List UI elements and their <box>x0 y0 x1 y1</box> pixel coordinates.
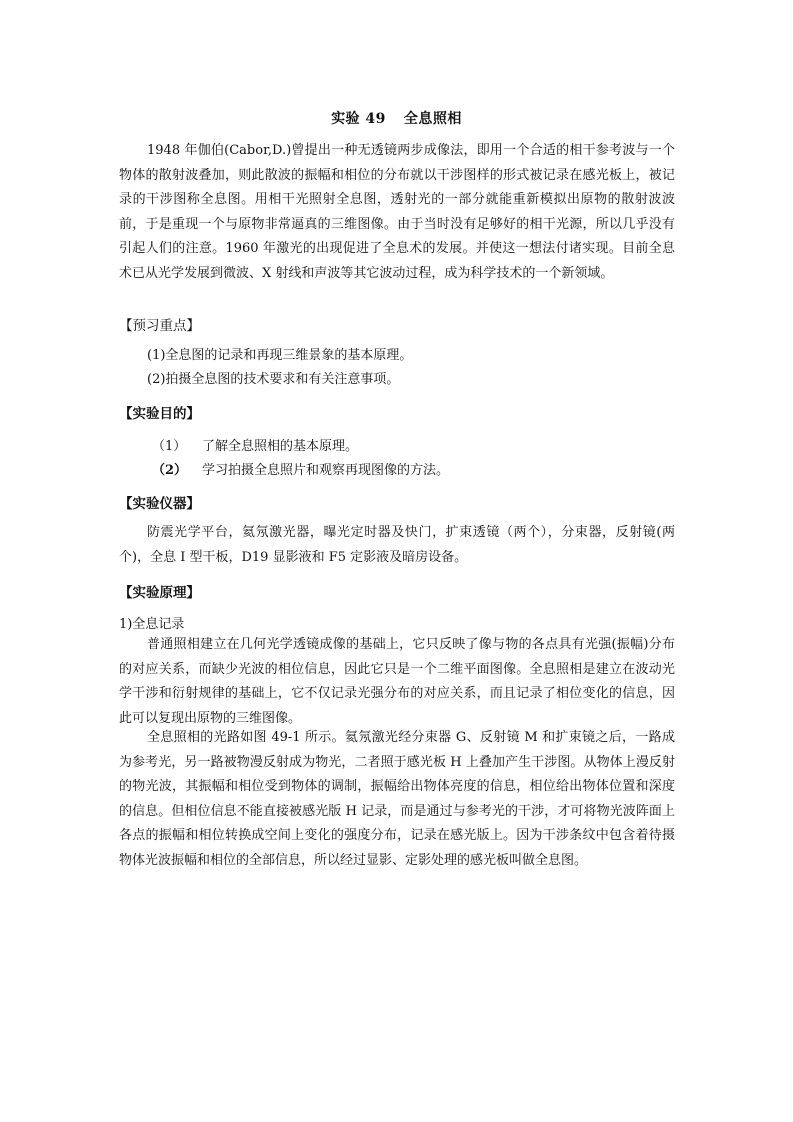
principle-heading: 【实验原理】 <box>119 585 200 601</box>
purpose-item-1-text: 了解全息照相的基本原理。 <box>202 439 359 454</box>
instruments-paragraph: 防震光学平台，氦氖激光器，曝光定时器及快门，扩束透镜（两个），分束器，反射镜(两个)，全息 I 型干板，D19 显影液和 F5 定影液及暗房设备。 <box>119 525 675 565</box>
preview-item-1: (1)全息图的记录和再现三维景象的基本原理。 <box>147 348 413 363</box>
principle-subheading: 1)全息记录 <box>119 617 185 632</box>
purpose-item-2-text: 学习拍摄全息照片和观察再现图像的方法。 <box>202 463 450 478</box>
instruments-heading: 【实验仪器】 <box>119 496 200 512</box>
purpose-heading: 【实验目的】 <box>119 406 200 422</box>
preview-heading: 【预习重点】 <box>119 318 200 334</box>
experiment-name: 全息照相 <box>403 111 462 127</box>
purpose-item-1-num: （1） <box>152 439 187 454</box>
purpose-item-2-num: （2） <box>152 463 188 478</box>
purpose-item-2 <box>152 459 449 478</box>
preview-item-2: (2)拍摄全息图的技术要求和有关注意事项。 <box>147 372 400 387</box>
purpose-item-1 <box>152 435 358 454</box>
page-title <box>0 108 793 128</box>
principle-paragraph-2: 全息照相的光路如图 49-1 所示。氦氖激光经分束器 G、反射镜 M 和扩束镜之后，一路成为参考光，另一路被物漫反射成为物光，二者照于感光板 H 上叠加产生干涉图。从物体上漫反射的物光波，其振幅和相位受到物体的调制，振幅给出物体亮度的信息，相位给出物体位置和深度的信息。但相位信息不能直接被感光版 H 记录，而是通过与参考光的干涉，才可将物光波阵面上各点的振幅和相位转换成空间上变化的强度分布，记录在感光版上。因为干涉条纹中包含着待摄物体光波振幅和相位的全部信息，所以经过显影、定影处理的感光板叫做全息图。 <box>119 730 675 868</box>
experiment-number: 实验 49 <box>331 111 386 127</box>
principle-paragraph-1: 普通照相建立在几何光学透镜成像的基础上，它只反映了像与物的各点具有光强(振幅)分布的对应关系，而缺少光波的相位信息，因此它只是一个二维平面图像。全息照相是建立在波动光学干涉和衍射规律的基础上，它不仅记录光强分布的对应关系，而且记录了相位变化的信息，因此可以复现出原物的三维图像。 <box>119 637 675 726</box>
intro-paragraph: 1948 年伽伯(Cabor,D.)曾提出一种无透镜两步成像法，即用一个合适的相干参考波与一个物体的散射波叠加，则此散波的振幅和相位的分布就以干涉图样的形式被记录在感光板上，被记录的干涉图称全息图。用相干光照射全息图，透射光的一部分就能重新模拟出原物的散射波波前，于是重现一个与原物非常逼真的三维图像。由于当时没有足够好的相干光源，所以几乎没有引起人们的注意。1960 年激光的出现促进了全息术的发展。并使这一想法付诸实现。目前全息术已从光学发展到微波、X 射线和声波等其它波动过程，成为科学技术的一个新领域。 <box>119 143 675 281</box>
